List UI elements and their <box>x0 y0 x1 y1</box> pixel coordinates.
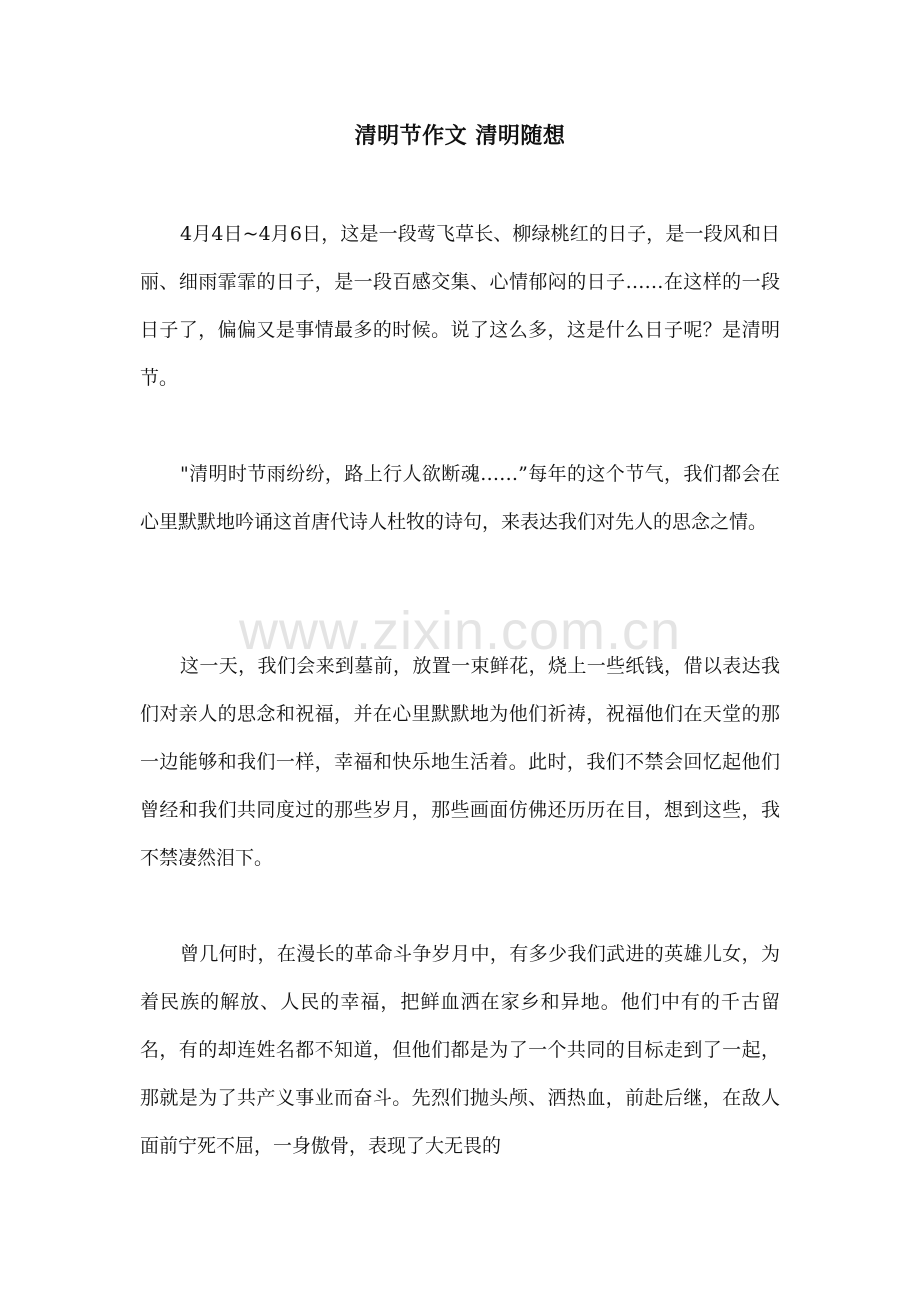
watermark: www.zixin.com.cn <box>238 601 682 661</box>
paragraph-2: "清明时节雨纷纷，路上行人欲断魂……”每年的这个节气，我们都会在心里默默地吟诵这首唐代诗人杜牧的诗句，来表达我们对先人的思念之情。 <box>140 463 780 533</box>
paragraph-3: 这一天，我们会来到墓前，放置一束鲜花，烧上一些纸钱，借以表达我们对亲人的思念和祝福，并在心里默默地为他们祈祷，祝福他们在天堂的那一边能够和我们一样，幸福和快乐地生活着。此时，我们不禁会回忆起他们曾经和我们共同度过的那些岁月，那些画面仿佛还历历在目，想到这些，我不禁凄然泪下。 <box>140 655 780 869</box>
paragraph-1: 4月4日~4月6日，这是一段莺飞草长、柳绿桃红的日子，是一段风和日丽、细雨霏霏的日子，是一段百感交集、心情郁闷的日子……在这样的一段日子了，偏偏又是事情最多的时候。说了这么多，这是什么日子呢？是清明节。 <box>140 223 780 389</box>
paragraph-4: 曾几何时，在漫长的革命斗争岁月中，有多少我们武进的英雄儿女，为着民族的解放、人民的幸福，把鲜血洒在家乡和异地。他们中有的千古留名，有的却连姓名都不知道，但他们都是为了一个共同的目标走到了一起，那就是为了共产义事业而奋斗。先烈们抛头颅、洒热血，前赴后继，在敌人面前宁死不屈，一身傲骨，表现了大无畏的 <box>140 943 780 1157</box>
document-title: 清明节作文 清明随想 <box>354 123 566 149</box>
